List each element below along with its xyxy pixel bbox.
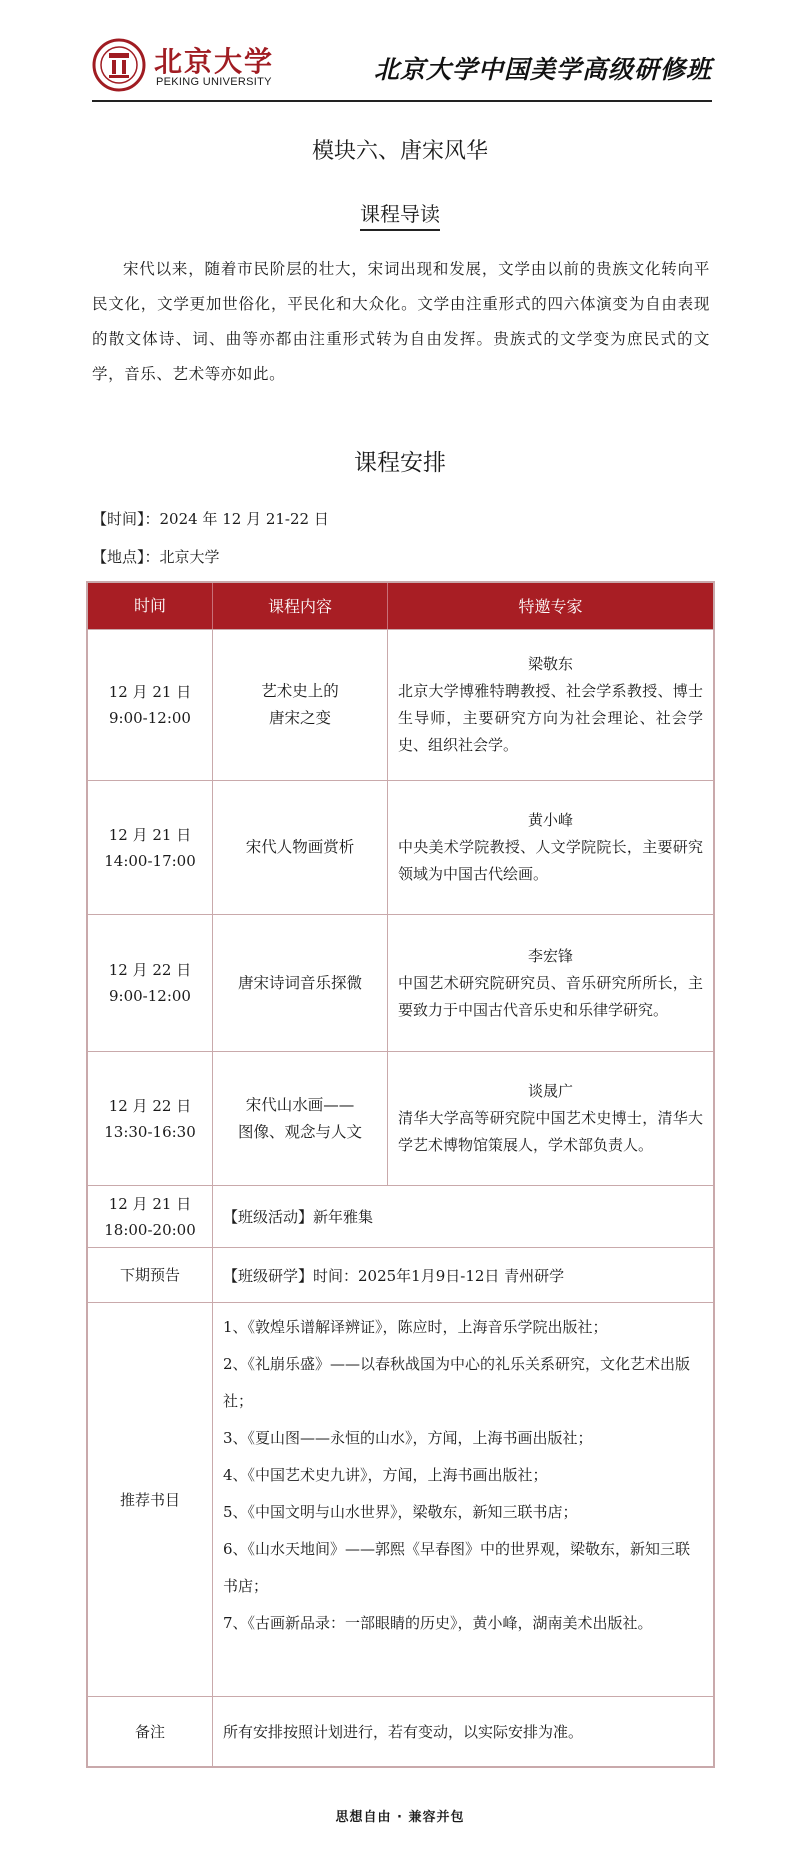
expert-name: 李宏锋	[527, 946, 573, 965]
activity-text: 【班级活动】新年雅集	[223, 1208, 374, 1226]
schedule-title: 课程安排	[354, 450, 446, 476]
table-row	[88, 780, 713, 914]
session-time	[88, 781, 213, 914]
table-header-row	[88, 583, 713, 629]
session-course: 宋代人物画赏析	[213, 781, 388, 914]
module-title: 模块六、唐宋风华	[311, 139, 488, 164]
page-header	[92, 36, 712, 96]
expert-bio: 中国艺术研究院研究员、音乐研究所所长，主要致力于中国古代音乐史和乐律学研究。	[398, 973, 703, 1019]
session-hours: 9:00-12:00	[109, 987, 191, 1005]
preview-text: 【班级研学】时间：2025年1月9日-12日 青州研学	[223, 1266, 565, 1285]
session-time	[88, 1052, 213, 1185]
logo-name: 北京大学	[154, 45, 275, 78]
book-item: 6、《山水天地间》——郭熙《早春图》中的世界观，梁敬东，新知三联书店；	[223, 1540, 691, 1595]
session-hours: 14:00-17:00	[104, 851, 196, 870]
book-item: 4、《中国艺术史九讲》，方闻，上海书画出版社；	[223, 1466, 548, 1484]
session-date: 12 月 21 日	[108, 825, 192, 844]
course-time: 【时间】：2024 年 12 月 21-22 日	[92, 510, 329, 528]
session-date: 12 月 22 日	[108, 1096, 192, 1115]
header-time: 时间	[88, 583, 213, 629]
session-hours: 9:00-12:00	[109, 709, 191, 727]
book-item: 7、《古画新品录：一部眼睛的历史》，黄小峰，湖南美术出版社。	[223, 1614, 653, 1632]
table-row	[88, 914, 713, 1051]
session-expert	[388, 915, 713, 1051]
books-label: 推荐书目	[88, 1303, 213, 1696]
program-title: 北京大学中国美学高级研修班	[373, 55, 712, 84]
header-course: 课程内容	[213, 583, 388, 629]
book-item: 5、《中国文明与山水世界》，梁敬东，新知三联书店；	[223, 1503, 578, 1521]
session-expert	[388, 1052, 713, 1185]
note-row	[88, 1696, 713, 1766]
footer-motto: 思想自由 · 兼容并包	[335, 1810, 465, 1825]
preview-row	[88, 1247, 713, 1302]
session-expert	[388, 781, 713, 914]
table-row	[88, 629, 713, 780]
expert-name: 谈晟广	[527, 1082, 573, 1100]
expert-bio: 北京大学博雅特聘教授、社会学系教授、博士生导师，主要研究方向为社会理论、社会学史、组织社会学。	[398, 682, 703, 754]
activity-date: 12 月 21 日	[108, 1194, 192, 1213]
header-divider	[92, 100, 712, 102]
session-time	[88, 630, 213, 780]
intro-paragraph: 宋代以来，随着市民阶层的壮大，宋词出现和发展，文学由以前的贵族文化转向平民文化，文学更加世俗化，平民化和大众化。文学由注重形式的四六体演变为自由表现的散文体诗、词、曲等亦都由注重形式转为自由发挥。贵族式的文学变为庶民式的文学，音乐、艺术等亦如此。	[92, 260, 710, 383]
activity-time	[88, 1186, 213, 1247]
preview-label: 下期预告	[88, 1248, 213, 1302]
session-course: 宋代山水画—— 图像、观念与人文	[213, 1052, 388, 1185]
book-item: 2、《礼崩乐盛》——以春秋战国为中心的礼乐关系研究，文化艺术出版社；	[223, 1355, 691, 1410]
book-item: 1、《敦煌乐谱解译辨证》，陈应时，上海音乐学院出版社；	[223, 1318, 608, 1336]
book-item: 3、《夏山图——永恒的山水》，方闻，上海书画出版社；	[223, 1429, 593, 1447]
activity-hours: 18:00-20:00	[104, 1220, 196, 1239]
expert-bio: 清华大学高等研究院中国艺术史博士，清华大学艺术博物馆策展人，学术部负责人。	[398, 1109, 703, 1154]
activity-row	[88, 1185, 713, 1247]
session-hours: 13:30-16:30	[104, 1122, 196, 1141]
header-expert: 特邀专家	[518, 596, 583, 616]
peking-university-seal-icon	[92, 38, 146, 92]
course-place: 【地点】：北京大学	[92, 548, 220, 566]
table-row	[88, 1051, 713, 1185]
session-time	[88, 915, 213, 1051]
expert-name: 黄小峰	[527, 811, 573, 829]
logo-english-name: PEKING UNIVERSITY	[156, 76, 272, 88]
note-label: 备注	[88, 1697, 213, 1766]
session-date: 12 月 22 日	[108, 961, 192, 979]
session-date: 12 月 21 日	[108, 683, 192, 701]
schedule-table	[86, 581, 715, 1768]
session-course: 艺术史上的 唐宋之变	[213, 630, 388, 780]
expert-name: 梁敬东	[527, 655, 573, 673]
book-list	[213, 1303, 713, 1696]
guide-title-text: 课程导读	[360, 198, 440, 231]
note-text: 所有安排按照计划进行，若有变动，以实际安排为准。	[223, 1723, 584, 1741]
expert-bio: 中央美术学院教授、人文学院院长，主要研究领域为中国古代绘画。	[398, 838, 703, 883]
books-row	[88, 1302, 713, 1696]
guide-title	[0, 198, 800, 231]
session-course: 唐宋诗词音乐探微	[213, 915, 388, 1051]
session-expert	[388, 630, 713, 780]
